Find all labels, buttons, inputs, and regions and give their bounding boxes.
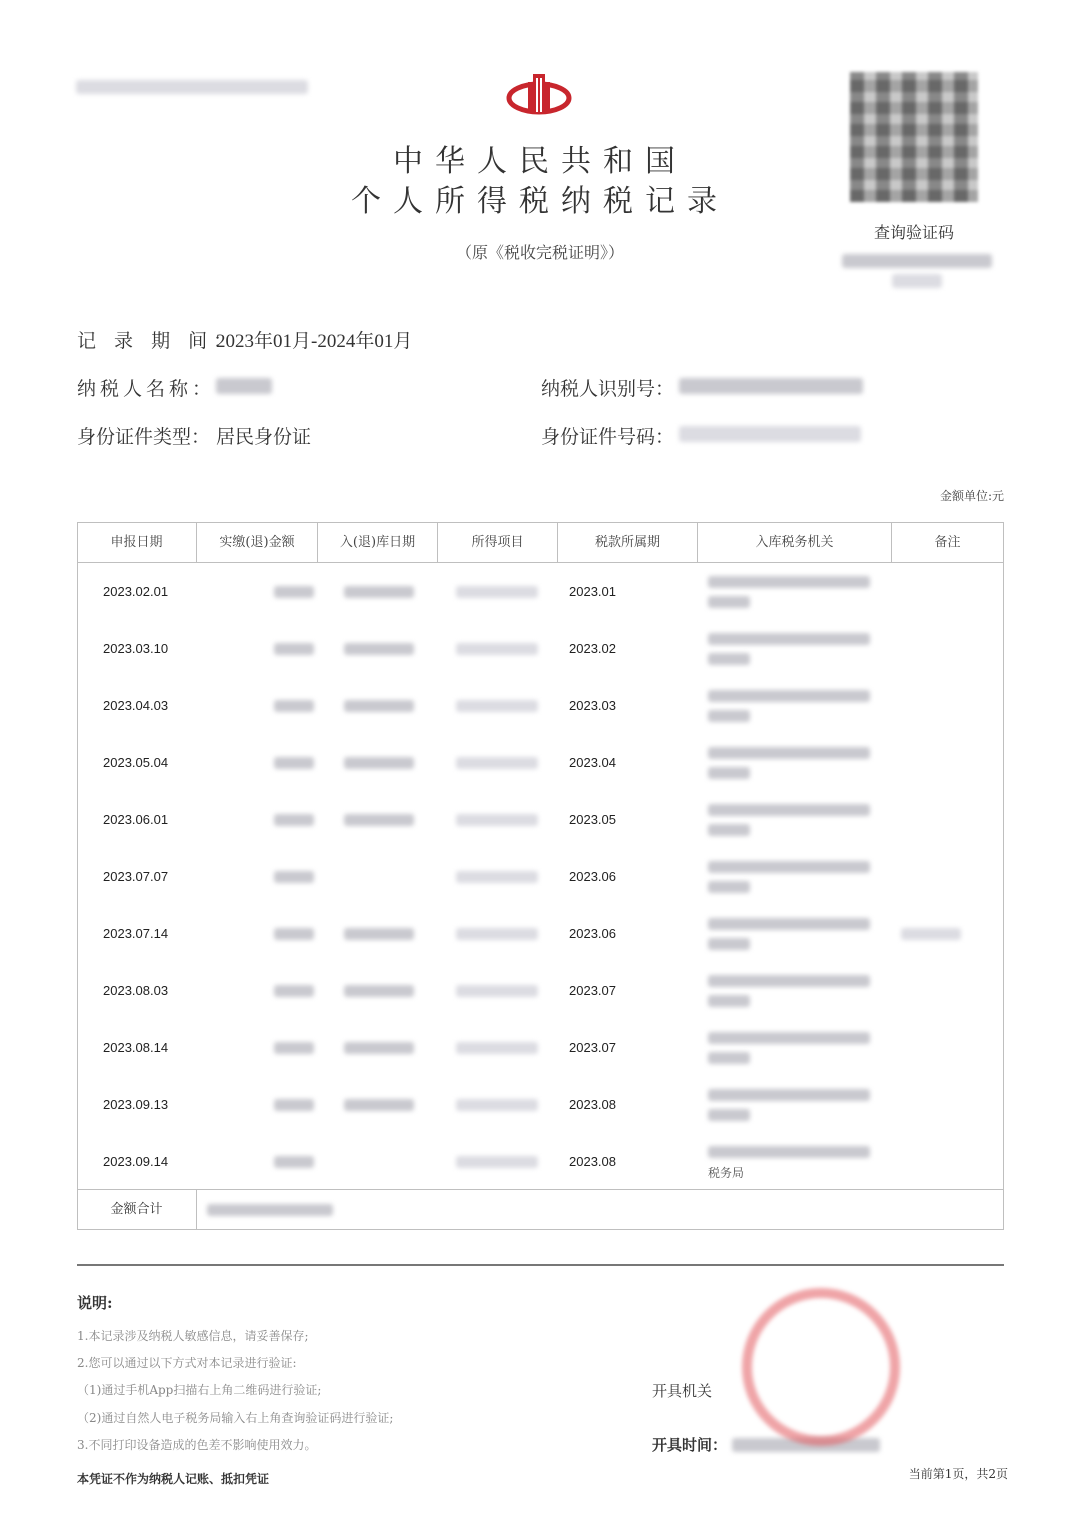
qr-code-label: 查询验证码 (873, 223, 954, 242)
redacted-income-item (456, 1099, 538, 1111)
redacted-tax-authority-line2 (708, 938, 750, 950)
redacted-amount (274, 1099, 314, 1111)
redacted-tax-authority-line2 (708, 653, 750, 665)
redacted-tax-authority (708, 975, 870, 987)
redacted-amount (274, 586, 314, 598)
period-label: 记 录 期 间： (77, 330, 239, 352)
redacted-tax-authority-line2 (708, 995, 750, 1007)
redacted-income-item (456, 757, 538, 769)
column-header-remarks: 备注 (934, 535, 961, 550)
redacted-amount (274, 814, 314, 826)
redacted-income-item (456, 928, 538, 940)
declare-date-cell: 2023.07.14 (103, 925, 169, 941)
table-row (77, 1019, 1004, 1076)
column-header-tax-period: 税款所属期 (558, 522, 698, 563)
declare-date-cell: 2023.09.13 (103, 1096, 169, 1112)
redacted-storage-date (344, 1099, 414, 1111)
redacted-storage-date (344, 985, 414, 997)
redacted-income-item (456, 700, 538, 712)
declare-date-cell: 2023.08.14 (103, 1039, 169, 1055)
redacted-verification-code (842, 254, 992, 268)
issue-time-label: 开具时间： (652, 1436, 728, 1454)
tax-authority-fragment: 税务局 (708, 1165, 745, 1180)
redacted-tax-authority-line2 (708, 710, 750, 722)
redacted-amount (274, 643, 314, 655)
tax-period-cell: 2023.08 (569, 1096, 616, 1112)
redacted-tax-authority (708, 804, 870, 816)
redacted-tax-authority-line2 (708, 1109, 750, 1121)
table-row (77, 563, 1004, 620)
redacted-tax-authority (708, 1146, 870, 1158)
redacted-tax-authority-line2 (708, 881, 750, 893)
redacted-storage-date (344, 700, 414, 712)
declare-date-cell: 2023.06.01 (103, 811, 169, 827)
declare-date-cell: 2023.02.01 (103, 583, 169, 599)
declare-date-cell: 2023.07.07 (103, 868, 169, 884)
table-row (77, 734, 1004, 791)
declare-date-cell: 2023.03.10 (103, 640, 169, 656)
declare-date-cell: 2023.05.04 (103, 754, 169, 770)
note-line-2: 2.您可以通过以下方式对本记录进行验证: (77, 1356, 297, 1370)
redacted-taxpayer-name (216, 378, 272, 394)
period-value: 2023年01月-2024年01月 (216, 331, 413, 352)
redacted-amount (274, 871, 314, 883)
table-row (77, 791, 1004, 848)
redacted-remark (901, 928, 961, 940)
tax-emblem-icon (506, 70, 572, 120)
column-header-storage-date: 入(退)库日期 (318, 522, 438, 563)
redacted-taxpayer-id (679, 378, 863, 394)
table-row (77, 1076, 1004, 1133)
redacted-tax-authority (708, 918, 870, 930)
redacted-storage-date (344, 814, 414, 826)
id-type-value: 居民身份证 (216, 426, 312, 448)
qr-code (850, 72, 978, 202)
redacted-income-item (456, 871, 538, 883)
note-line-5: 3.不同打印设备造成的色差不影响使用效力。 (77, 1438, 317, 1452)
table-row (77, 848, 1004, 905)
issuer-org-label: 开具机关 (652, 1382, 713, 1400)
table-row (77, 962, 1004, 1019)
tax-period-cell: 2023.08 (569, 1153, 616, 1169)
redacted-income-item (456, 1156, 538, 1168)
redacted-tax-authority-line2 (708, 1052, 750, 1064)
section-divider (77, 1264, 1004, 1266)
redacted-amount (274, 1156, 314, 1168)
document-title-line2: 个人所得税纳税记录 (351, 184, 729, 219)
redacted-total-amount (207, 1204, 333, 1216)
redacted-tax-authority-line2 (708, 824, 750, 836)
tax-period-cell: 2023.01 (569, 583, 616, 599)
redacted-storage-date (344, 1042, 414, 1054)
redacted-tax-authority (708, 1089, 870, 1101)
column-header-declare-date: 申报日期 (77, 522, 197, 563)
table-row (77, 677, 1004, 734)
redacted-tax-authority (708, 690, 870, 702)
column-header-amount: 实缴(退)金额 (197, 522, 318, 563)
redacted-id-number (679, 426, 861, 442)
table-row (77, 1133, 1004, 1190)
taxpayer-id-label: 纳税人识别号： (541, 378, 675, 400)
page-indicator: 当前第1页，共2页 (908, 1467, 1008, 1481)
tax-period-cell: 2023.05 (569, 811, 616, 827)
id-number-label: 身份证件号码： (541, 426, 675, 448)
redacted-tax-authority-line2 (708, 767, 750, 779)
redacted-tax-authority (708, 861, 870, 873)
redacted-storage-date (344, 586, 414, 598)
tax-period-cell: 2023.07 (569, 1039, 616, 1055)
redacted-income-item (456, 985, 538, 997)
tax-period-cell: 2023.02 (569, 640, 616, 656)
amount-unit: 金额单位:元 (939, 489, 1004, 503)
redacted-tax-authority-line2 (708, 596, 750, 608)
column-header-income-item: 所得项目 (438, 522, 558, 563)
redacted-tax-authority (708, 576, 870, 588)
redacted-income-item (456, 586, 538, 598)
table-row (77, 620, 1004, 677)
tax-period-cell: 2023.06 (569, 868, 616, 884)
document-subtitle: （原《税收完税证明》） (455, 243, 624, 262)
official-seal (742, 1288, 900, 1446)
redacted-amount (274, 700, 314, 712)
total-label: 金额合计 (77, 1190, 197, 1230)
redacted-amount (274, 985, 314, 997)
redacted-amount (274, 1042, 314, 1054)
tax-period-cell: 2023.03 (569, 697, 616, 713)
note-line-3: （1)通过手机App扫描右上角二维码进行验证; (77, 1383, 322, 1397)
redacted-income-item (456, 1042, 538, 1054)
tax-period-cell: 2023.04 (569, 754, 616, 770)
redacted-storage-date (344, 757, 414, 769)
document-title-line1: 中华人民共和国 (393, 144, 687, 179)
note-line-1: 1.本记录涉及纳税人敏感信息，请妥善保存; (77, 1329, 309, 1343)
tax-period-cell: 2023.06 (569, 925, 616, 941)
declare-date-cell: 2023.08.03 (103, 982, 169, 998)
redacted-amount (274, 928, 314, 940)
redacted-income-item (456, 643, 538, 655)
redacted-tax-authority (708, 747, 870, 759)
footer-disclaimer: 本凭证不作为纳税人记账、抵扣凭证 (77, 1472, 270, 1486)
table-row (77, 905, 1004, 962)
redacted-income-item (456, 814, 538, 826)
declare-date-cell: 2023.04.03 (103, 697, 169, 713)
declare-date-cell: 2023.09.14 (103, 1153, 169, 1169)
redacted-amount (274, 757, 314, 769)
taxpayer-name-label: 纳税人名称： (77, 378, 216, 400)
redacted-header-text (76, 80, 308, 94)
total-row (77, 1189, 1004, 1230)
redacted-tax-authority (708, 633, 870, 645)
redacted-tax-authority (708, 1032, 870, 1044)
redacted-verification-code-2 (892, 274, 942, 288)
note-line-4: （2)通过自然人电子税务局输入右上角查询验证码进行验证; (77, 1411, 394, 1425)
id-type-label: 身份证件类型： (77, 426, 211, 448)
notes-title: 说明: (77, 1294, 113, 1312)
redacted-storage-date (344, 928, 414, 940)
table-header-row (77, 522, 1004, 563)
column-header-tax-authority: 入库税务机关 (698, 522, 892, 563)
redacted-storage-date (344, 643, 414, 655)
tax-period-cell: 2023.07 (569, 982, 616, 998)
